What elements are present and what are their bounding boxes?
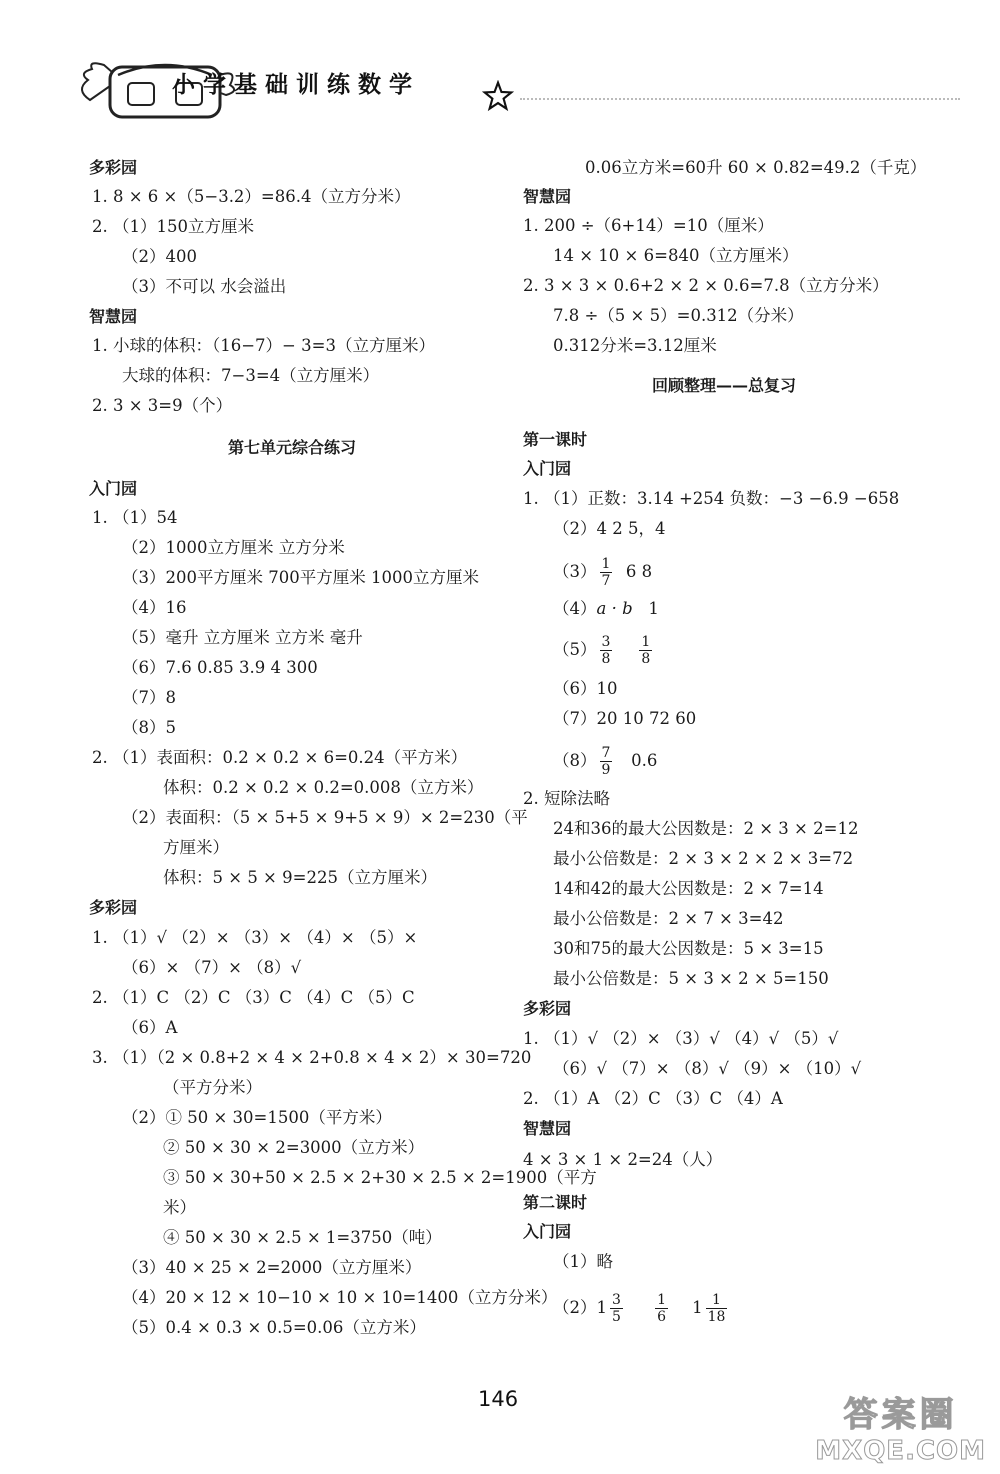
page-number: 146 (478, 1387, 519, 1411)
answer-line: 1. 200 ÷（6+14）=10（厘米） (523, 216, 774, 235)
answer-line-fraction (553, 745, 657, 778)
section-heading-zhihuiyuan: 智慧园 (523, 1119, 572, 1138)
answer-line: （8）5 (122, 718, 176, 737)
review-title: 回顾整理——总复习 (651, 376, 797, 395)
answer-text: 1 (648, 599, 659, 618)
header-dotted-rule (520, 98, 960, 100)
answer-line: ③ 50 × 30+50 × 2.5 × 2+30 × 2.5 × 2=1900（平方 (163, 1168, 597, 1187)
denominator: 6 (657, 1309, 667, 1325)
section-heading-zhihuiyuan: 智慧园 (523, 187, 572, 206)
answer-line: （6）7.6 0.85 3.9 4 300 (122, 658, 318, 677)
answer-line: （4）16 (122, 598, 187, 617)
numerator: 1 (601, 556, 611, 572)
answer-line: 体积：0.2 × 0.2 × 0.2=0.008（立方米） (163, 778, 484, 797)
numerator: 1 (706, 1292, 728, 1309)
denominator: 18 (707, 1309, 726, 1325)
answer-text: a · b (596, 599, 633, 618)
answer-line: 2. （1）150立方厘米 (92, 217, 254, 236)
fraction (610, 1292, 623, 1325)
denominator: 7 (601, 573, 611, 589)
section-heading-duocaiyuan: 多彩园 (89, 158, 138, 177)
answer-line: ④ 50 × 30 × 2.5 × 1=3750（吨） (163, 1228, 442, 1247)
section-heading-rumenyuan: 入门园 (89, 479, 138, 498)
answer-line: 大球的体积：7−3=4（立方厘米） (122, 366, 380, 385)
unit-title: 第七单元综合练习 (227, 438, 357, 457)
answer-line: （1）略 (553, 1252, 613, 1271)
watermark-logo (815, 1387, 986, 1466)
answer-line: （2）4 2 5，4 (553, 519, 666, 538)
item-number: （4） (553, 599, 597, 618)
answer-line: 0.06立方米=60升 60 × 0.82=49.2（千克） (585, 158, 927, 177)
answer-text: 6 8 (625, 562, 653, 581)
answer-line: 1. （1）√ （2）× （3）× （4）× （5）× (92, 928, 418, 947)
answer-line: （6）× （7）× （8）√ (122, 958, 302, 977)
fraction (655, 1292, 668, 1325)
item-number: （2）1 (553, 1298, 607, 1317)
answer-line: ② 50 × 30 × 2=3000（立方米） (163, 1138, 425, 1157)
answer-line: 7.8 ÷（5 × 5）=0.312（分米） (553, 306, 804, 325)
answer-line: 1. 8 × 6 ×（5−3.2）=86.4（立方分米） (92, 187, 411, 206)
numerator: 3 (612, 1292, 621, 1308)
answer-line: 2. （1）A （2）C （3）C （4）A (523, 1089, 783, 1108)
section-heading-duocaiyuan: 多彩园 (89, 898, 138, 917)
denominator: 8 (601, 651, 611, 667)
item-number: （3） (553, 562, 597, 581)
answer-line: 方厘米） (163, 838, 229, 857)
answer-line: （6）√ （7）× （8）√ （9）× （10）√ (553, 1059, 862, 1078)
answer-line: 2. 短除法略 (523, 789, 610, 808)
answer-line: （3）不可以 水会溢出 (122, 277, 287, 296)
answer-line: 30和75的最大公因数是：5 × 3=15 (553, 939, 824, 958)
answer-line: 14和42的最大公因数是：2 × 7=14 (553, 879, 824, 898)
answer-line: 最小公倍数是：2 × 7 × 3=42 (553, 909, 784, 928)
answer-line: 0.312分米=3.12厘米 (553, 336, 717, 355)
answer-line: 米） (163, 1198, 196, 1217)
fraction (600, 556, 613, 589)
answer-line: （平方分米） (163, 1078, 262, 1097)
numerator: 1 (657, 1292, 667, 1308)
answer-line: （2）表面积：（5 × 5+5 × 9+5 × 9）× 2=230（平 (122, 808, 528, 827)
denominator: 9 (601, 762, 611, 778)
answer-text: 1 (692, 1298, 703, 1317)
numerator: 7 (601, 745, 611, 761)
answer-line: （4）20 × 12 × 10−10 × 10 × 10=1400（立方分米） (122, 1288, 558, 1307)
answer-line: （5）毫升 立方厘米 立方米 毫升 (122, 628, 363, 647)
lesson-heading: 第二课时 (523, 1193, 588, 1212)
answer-line-fraction (553, 1292, 730, 1325)
answer-line: （5）0.4 × 0.3 × 0.5=0.06（立方米） (122, 1318, 426, 1337)
answer-line: 4 × 3 × 1 × 2=24（人） (523, 1150, 723, 1169)
answer-line-fraction (553, 634, 655, 667)
answer-line: 1. （1）正数：3.14 +254 负数：−3 −6.9 −658 (523, 489, 900, 508)
denominator: 8 (641, 651, 651, 667)
numerator: 3 (601, 634, 611, 650)
answer-line: 3. （1）（2 × 0.8+2 × 4 × 2+0.8 × 4 × 2）× 30=720 (92, 1048, 532, 1067)
answer-line: （6）10 (553, 679, 618, 698)
answer-line: 1. （1）√ （2）× （3）√ （4）√ （5）√ (523, 1029, 839, 1048)
fraction (600, 634, 613, 667)
header-title: 小学基础训练数学 (172, 72, 420, 98)
fraction (706, 1292, 728, 1325)
item-number: （8） (553, 751, 597, 770)
answer-line: 2. 3 × 3=9（个） (92, 396, 233, 415)
answer-line: （7）8 (122, 688, 176, 707)
star-icon (482, 80, 514, 112)
answer-line: （2）400 (122, 247, 197, 266)
answer-line: 最小公倍数是：5 × 3 × 2 × 5=150 (553, 969, 829, 988)
answer-line: 体积：5 × 5 × 9=225（立方厘米） (163, 868, 437, 887)
watermark-url: MXQE.COM (815, 1436, 986, 1466)
section-heading-rumenyuan: 入门园 (523, 1222, 572, 1241)
section-heading-rumenyuan: 入门园 (523, 459, 572, 478)
answer-line: （6）A (122, 1018, 178, 1037)
answer-line: （2）① 50 × 30=1500（平方米） (122, 1108, 392, 1127)
answer-line: （3）200平方厘米 700平方厘米 1000立方厘米 (122, 568, 479, 587)
answer-line: （7）20 10 72 60 (553, 709, 697, 728)
watermark-title: 答案圈 (843, 1395, 958, 1435)
section-heading-zhihuiyuan: 智慧园 (89, 307, 138, 326)
answer-line: 2. 3 × 3 × 0.6+2 × 2 × 0.6=7.8（立方分米） (523, 276, 889, 295)
answer-line: 24和36的最大公因数是：2 × 3 × 2=12 (553, 819, 859, 838)
section-heading-duocaiyuan: 多彩园 (523, 999, 572, 1018)
answer-line-fraction (553, 556, 652, 589)
fraction (600, 745, 613, 778)
answer-line: 2. （1）表面积：0.2 × 0.2 × 6=0.24（平方米） (92, 748, 468, 767)
denominator: 5 (612, 1309, 621, 1325)
answer-line: 1. （1）54 (92, 508, 178, 527)
fraction (639, 634, 652, 667)
answer-line: 1. 小球的体积：（16−7）− 3=3（立方厘米） (92, 336, 435, 355)
answer-line: （2）1000立方厘米 立方分米 (122, 538, 345, 557)
answer-text: 0.6 (631, 751, 658, 770)
answer-line: 2. （1）C （2）C （3）C （4）C （5）C (92, 988, 415, 1007)
numerator: 1 (641, 634, 651, 650)
answer-line (553, 599, 659, 619)
item-number: （5） (553, 640, 597, 659)
lesson-heading: 第一课时 (523, 430, 588, 449)
answer-line: 最小公倍数是：2 × 3 × 2 × 2 × 3=72 (553, 849, 854, 868)
answer-line: 14 × 10 × 6=840（立方厘米） (553, 246, 799, 265)
answer-line: （3）40 × 25 × 2=2000（立方厘米） (122, 1258, 422, 1277)
